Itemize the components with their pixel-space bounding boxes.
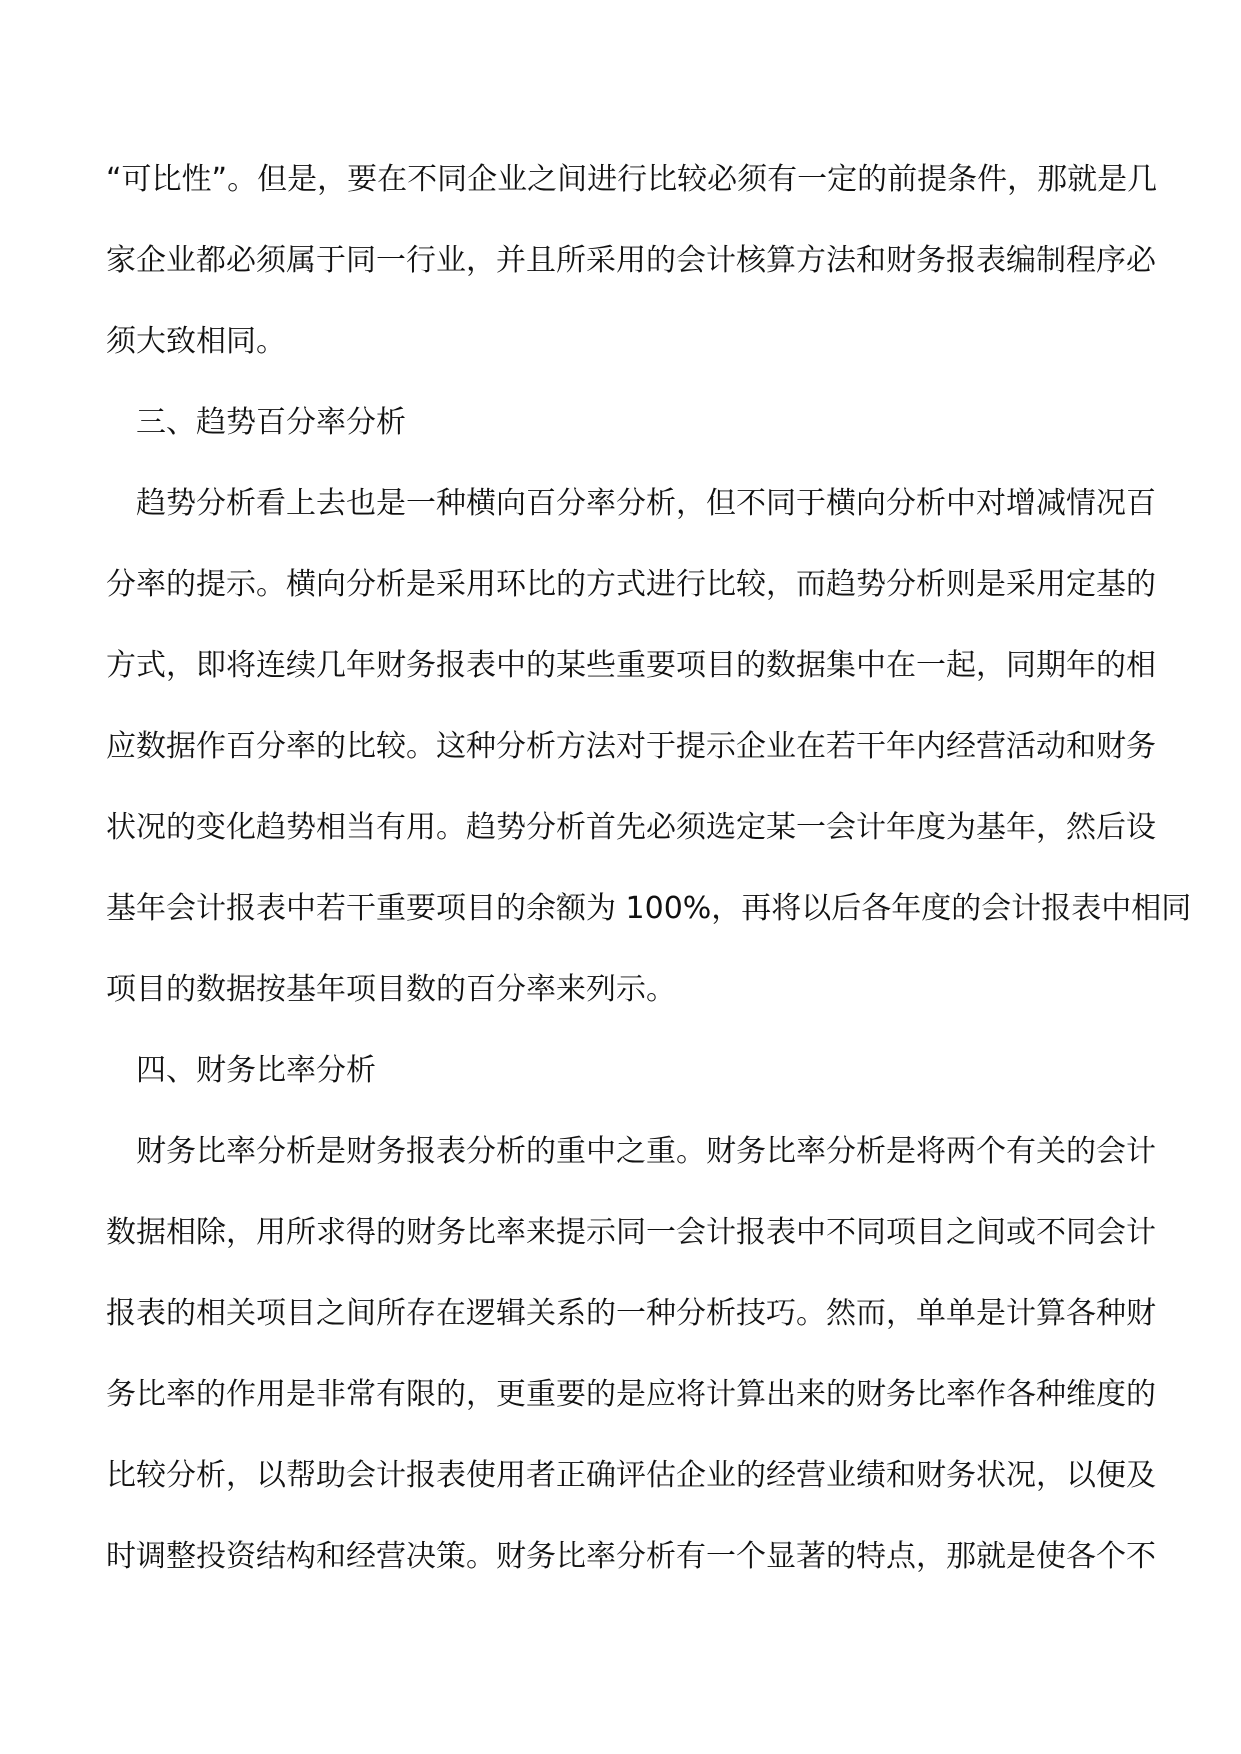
paragraph-line: 报表的相关项目之间所存在逻辑关系的一种分析技巧。然而，单单是计算各种财	[106, 1296, 1156, 1331]
paragraph-line: 务比率的作用是非常有限的，更重要的是应将计算出来的财务比率作各种维度的	[106, 1377, 1156, 1412]
paragraph-line: 时调整投资结构和经营决策。财务比率分析有一个显著的特点，那就是使各个不	[106, 1539, 1156, 1574]
paragraph-line: “可比性”。但是，要在不同企业之间进行比较必须有一定的前提条件，那就是几	[106, 162, 1158, 197]
document-body	[106, 160, 1192, 1618]
paragraph-line: 基年会计报表中若干重要项目的余额为 100%，再将以后各年度的会计报表中相同	[106, 891, 1192, 926]
paragraph-comparability	[106, 160, 1158, 403]
section-heading-ratio-analysis: 四、财务比率分析	[136, 1053, 376, 1088]
paragraph-line: 分率的提示。横向分析是采用环比的方式进行比较，而趋势分析则是采用定基的	[106, 567, 1156, 602]
paragraph-line: 应数据作百分率的比较。这种分析方法对于提示企业在若干年内经营活动和财务	[106, 729, 1156, 764]
paragraph-line: 趋势分析看上去也是一种横向百分率分析，但不同于横向分析中对增减情况百	[136, 486, 1156, 521]
paragraph-line: 数据相除，用所求得的财务比率来提示同一会计报表中不同项目之间或不同会计	[106, 1215, 1156, 1250]
paragraph-ratio-analysis	[106, 1132, 1156, 1618]
paragraph-line: 须大致相同。	[106, 324, 286, 359]
paragraph-line: 家企业都必须属于同一行业，并且所采用的会计核算方法和财务报表编制程序必	[106, 243, 1156, 278]
section-heading-trend-analysis: 三、趋势百分率分析	[136, 405, 406, 440]
paragraph-line: 方式，即将连续几年财务报表中的某些重要项目的数据集中在一起，同期年的相	[106, 648, 1156, 683]
paragraph-line: 财务比率分析是财务报表分析的重中之重。财务比率分析是将两个有关的会计	[136, 1134, 1156, 1169]
paragraph-line: 状况的变化趋势相当有用。趋势分析首先必须选定某一会计年度为基年，然后设	[106, 810, 1156, 845]
paragraph-trend-analysis	[106, 484, 1192, 1051]
paragraph-line: 项目的数据按基年项目数的百分率来列示。	[106, 972, 676, 1007]
paragraph-line: 比较分析，以帮助会计报表使用者正确评估企业的经营业绩和财务状况，以便及	[106, 1458, 1156, 1493]
